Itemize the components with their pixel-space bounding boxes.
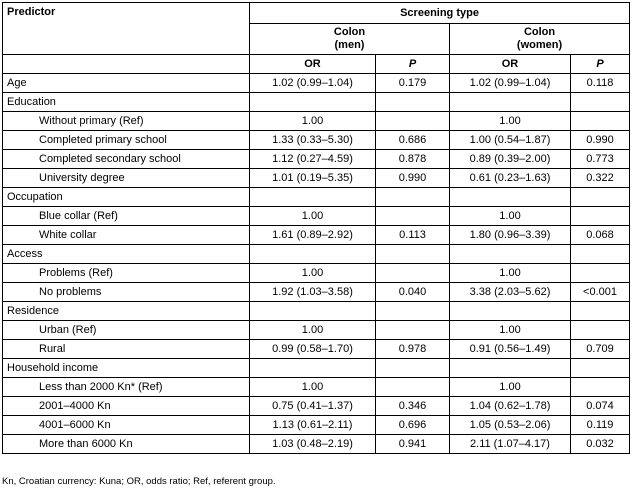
row-label: Education [3,93,250,112]
or-men-cell: 1.61 (0.89–2.92) [250,226,376,245]
row-label: Access [3,245,250,264]
p-men-cell [376,112,450,131]
p-women-cell [571,112,630,131]
p-men-cell [376,264,450,283]
p-women-cell: 0.119 [571,416,630,435]
row-label: Rural [3,340,250,359]
header-colon-men-line1: Colon [333,26,366,38]
header-colon-men-line2: (men) [334,39,365,51]
row-label: Household income [3,359,250,378]
table-row [3,188,630,207]
or-men-cell: 1.03 (0.48–2.19) [250,435,376,454]
or-women-cell: 1.00 [450,207,571,226]
header-colon-men [250,24,450,55]
or-men-cell: 1.00 [250,112,376,131]
p-men-cell: 0.113 [376,226,450,245]
p-women-cell: 0.032 [571,435,630,454]
or-men-cell: 0.75 (0.41–1.37) [250,397,376,416]
or-men-cell [250,359,376,378]
or-men-cell: 1.13 (0.61–2.11) [250,416,376,435]
p-men-cell: 0.990 [376,169,450,188]
or-men-cell: 1.01 (0.19–5.35) [250,169,376,188]
or-women-cell: 1.00 (0.54–1.87) [450,131,571,150]
p-women-cell [571,188,630,207]
or-men-cell: 1.02 (0.99–1.04) [250,74,376,93]
p-women-cell [571,93,630,112]
p-women-cell: 0.118 [571,74,630,93]
or-women-cell: 1.00 [450,321,571,340]
or-women-cell: 1.02 (0.99–1.04) [450,74,571,93]
or-women-cell: 1.05 (0.53–2.06) [450,416,571,435]
p-men-cell: 0.941 [376,435,450,454]
header-colon-women-line1: Colon [523,26,556,38]
row-label: White collar [3,226,250,245]
p-men-cell [376,321,450,340]
p-men-cell: 0.179 [376,74,450,93]
or-men-cell: 1.00 [250,378,376,397]
header-or-men: OR [250,55,376,74]
table-body [3,74,630,454]
p-women-cell [571,321,630,340]
p-women-cell: 0.322 [571,169,630,188]
table-row [3,226,630,245]
p-women-cell [571,245,630,264]
table-row [3,359,630,378]
p-women-cell [571,378,630,397]
row-label: 2001–4000 Kn [3,397,250,416]
or-men-cell: 1.12 (0.27–4.59) [250,150,376,169]
or-men-cell: 1.33 (0.33–5.30) [250,131,376,150]
p-women-cell: 0.074 [571,397,630,416]
row-label: Less than 2000 Kn* (Ref) [3,378,250,397]
p-women-cell [571,264,630,283]
p-men-cell [376,359,450,378]
table-row [3,131,630,150]
or-women-cell: 1.80 (0.96–3.39) [450,226,571,245]
p-men-cell: 0.040 [376,283,450,302]
or-women-cell [450,302,571,321]
p-women-cell [571,207,630,226]
header-predictor: Predictor [3,3,250,55]
or-women-cell [450,359,571,378]
or-women-cell: 1.04 (0.62–1.78) [450,397,571,416]
or-women-cell: 1.00 [450,112,571,131]
or-women-cell: 2.11 (1.07–4.17) [450,435,571,454]
p-men-cell: 0.978 [376,340,450,359]
table-row [3,112,630,131]
header-empty-cell [3,55,250,74]
table-row [3,169,630,188]
or-women-cell: 0.89 (0.39–2.00) [450,150,571,169]
header-p-women: P [571,55,630,74]
table-row [3,378,630,397]
header-p-men: P [376,55,450,74]
row-label: Completed primary school [3,131,250,150]
p-men-cell [376,245,450,264]
p-women-cell: 0.990 [571,131,630,150]
or-women-cell: 3.38 (2.03–5.62) [450,283,571,302]
row-label: Residence [3,302,250,321]
table-row [3,93,630,112]
row-label: Problems (Ref) [3,264,250,283]
table-row [3,207,630,226]
or-women-cell: 1.00 [450,264,571,283]
or-women-cell [450,188,571,207]
row-label: Completed secondary school [3,150,250,169]
or-men-cell [250,188,376,207]
header-colon-women-line2: (women) [516,39,563,51]
or-women-cell: 0.61 (0.23–1.63) [450,169,571,188]
table-row [3,264,630,283]
row-label: Occupation [3,188,250,207]
or-women-cell: 1.00 [450,378,571,397]
table-row [3,397,630,416]
p-women-cell: 0.068 [571,226,630,245]
or-men-cell: 0.99 (0.58–1.70) [250,340,376,359]
or-men-cell: 1.92 (1.03–3.58) [250,283,376,302]
p-men-cell: 0.346 [376,397,450,416]
p-women-cell: 0.709 [571,340,630,359]
p-women-cell [571,302,630,321]
or-men-cell [250,93,376,112]
row-label: University degree [3,169,250,188]
table-row [3,321,630,340]
p-men-cell: 0.696 [376,416,450,435]
p-women-cell [571,359,630,378]
p-men-cell [376,188,450,207]
or-women-cell [450,93,571,112]
p-men-cell [376,93,450,112]
row-label: Without primary (Ref) [3,112,250,131]
or-men-cell [250,245,376,264]
table-row [3,302,630,321]
predictor-table [2,2,630,454]
p-women-cell: 0.773 [571,150,630,169]
table-row [3,340,630,359]
or-women-cell [450,245,571,264]
row-label: Urban (Ref) [3,321,250,340]
row-label: More than 6000 Kn [3,435,250,454]
or-women-cell: 0.91 (0.56–1.49) [450,340,571,359]
header-screening-type: Screening type [250,3,630,24]
row-label: Blue collar (Ref) [3,207,250,226]
row-label: No problems [3,283,250,302]
p-men-cell [376,302,450,321]
or-men-cell: 1.00 [250,207,376,226]
or-men-cell: 1.00 [250,264,376,283]
table-row [3,435,630,454]
p-men-cell [376,378,450,397]
row-label: 4001–6000 Kn [3,416,250,435]
table-row [3,74,630,93]
p-men-cell: 0.686 [376,131,450,150]
table-row [3,416,630,435]
p-men-cell [376,207,450,226]
header-or-women: OR [450,55,571,74]
or-men-cell: 1.00 [250,321,376,340]
table-footnote: Kn, Croatian currency: Kuna; OR, odds ratio; Ref, referent group. [2,476,276,487]
table-row [3,150,630,169]
p-men-cell: 0.878 [376,150,450,169]
p-women-cell: <0.001 [571,283,630,302]
row-label: Age [3,74,250,93]
or-men-cell [250,302,376,321]
table-row [3,245,630,264]
table-row [3,283,630,302]
header-colon-women [450,24,630,55]
